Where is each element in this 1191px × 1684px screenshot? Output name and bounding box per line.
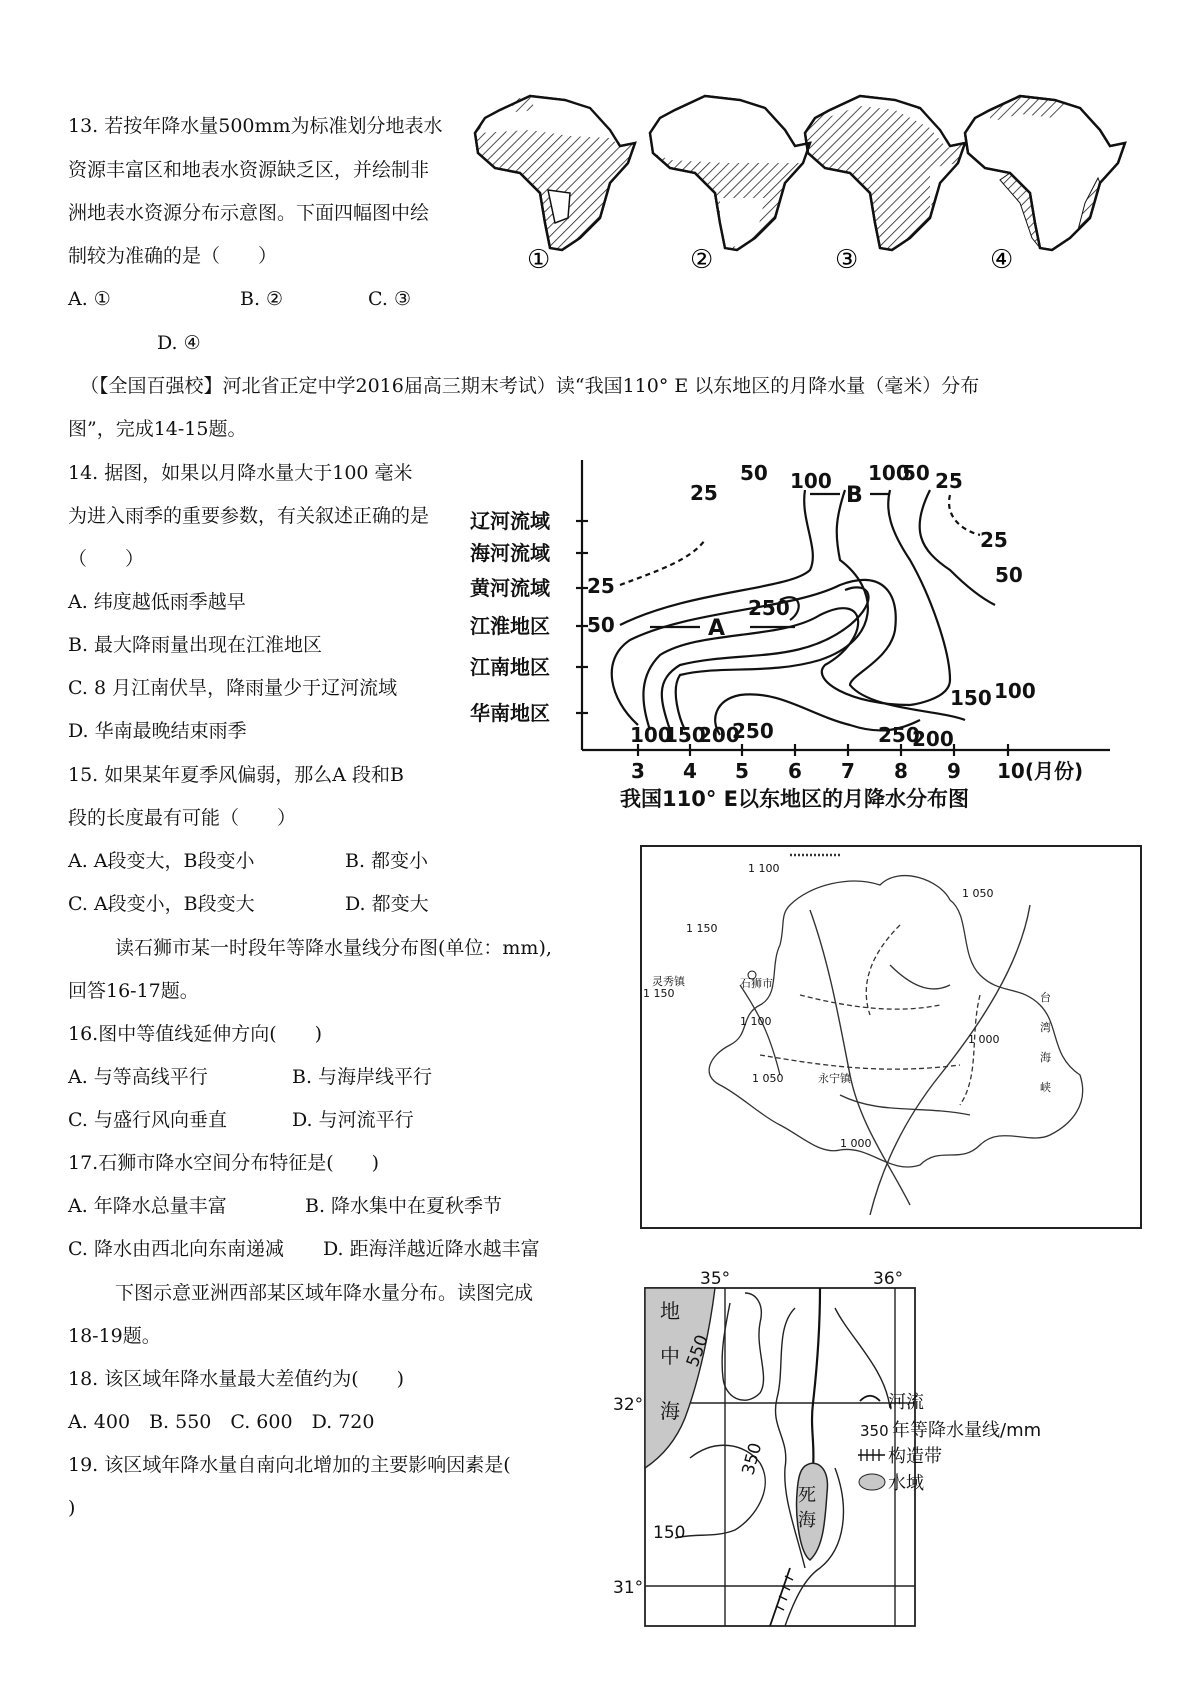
africa-map-label-2: ②: [690, 245, 714, 275]
isohyet-label: 1 000: [968, 1033, 1000, 1046]
isohyet-label: 1 000: [840, 1137, 872, 1150]
q15-option-a: A. A段变大，B段变小: [68, 850, 255, 872]
sea-char: 中: [660, 1344, 680, 1368]
q14-option-b: B. 最大降雨量出现在江淮地区: [68, 634, 323, 656]
month-8: 8: [894, 759, 908, 783]
q17-option-b: B. 降水集中在夏秋季节: [305, 1195, 503, 1217]
region-jiangnan: 江南地区: [470, 655, 550, 679]
q13-option-b: B. ②: [240, 288, 284, 310]
sea-char: 地: [660, 1299, 680, 1323]
asia-intro-line-2: 18-19题。: [68, 1325, 161, 1347]
q19-line-2: ): [68, 1497, 76, 1519]
contour-label: 100: [868, 461, 910, 485]
contour-label: 100: [790, 469, 832, 493]
sea-char: 海: [660, 1399, 680, 1423]
q17-option-a: A. 年降水总量丰富: [68, 1195, 227, 1217]
segment-a-label: A: [708, 616, 726, 641]
isohyet-label: 350: [738, 1440, 767, 1478]
q14-option-d: D. 华南最晚结束雨季: [68, 720, 247, 742]
isohyet-label: 1 050: [752, 1072, 784, 1085]
legend-water: 水域: [888, 1473, 924, 1494]
isohyet-label: 150: [653, 1523, 686, 1543]
q13-line-1: 13. 若按年降水量500mm为标准划分地表水: [68, 115, 443, 137]
isohyet-label: 1 050: [962, 887, 994, 900]
region-jianghuai: 江淮地区: [470, 614, 550, 638]
shishi-isohyet-map: [640, 845, 1142, 1229]
source-line-2: 图”，完成14-15题。: [68, 418, 247, 440]
strait-char: 峡: [1040, 1081, 1051, 1094]
contour-label: 100: [630, 723, 672, 747]
q15-option-b: B. 都变小: [345, 850, 429, 872]
contour-label: 250: [732, 719, 774, 743]
isohyet-label: 1 100: [740, 1015, 772, 1028]
q15-option-c: C. A段变小，B段变大: [68, 893, 255, 915]
africa-map-1: [475, 96, 635, 250]
contour-label: 50: [902, 461, 930, 485]
dead-sea-isohyet-map: [605, 1268, 1135, 1628]
contour-label: 50: [740, 461, 768, 485]
q14-option-c: C. 8 月江南伏旱，降雨量少于辽河流域: [68, 677, 398, 699]
contour-label: 200: [698, 723, 740, 747]
contour-label: 250: [748, 596, 790, 620]
asia-intro-line-1: 下图示意亚洲西部某区域年降水量分布。读图完成: [115, 1282, 534, 1304]
q13-line-2: 资源丰富区和地表水资源缺乏区，并绘制非: [68, 159, 430, 181]
q14-line-2: 为进入雨季的重要参数，有关叙述正确的是: [68, 505, 430, 527]
q15-option-d: D. 都变大: [345, 893, 429, 915]
q13-line-3: 洲地表水资源分布示意图。下面四幅图中绘: [68, 202, 430, 224]
region-haihe: 海河流域: [470, 541, 550, 565]
q15-line-2: 段的长度最有可能（ ）: [68, 807, 297, 829]
africa-maps-figure: [470, 88, 1130, 298]
q17-option-c: C. 降水由西北向东南递减: [68, 1238, 284, 1260]
q17-option-d: D. 距海洋越近降水越丰富: [323, 1238, 540, 1260]
africa-map-label-4: ④: [990, 245, 1014, 275]
q16-option-a: A. 与等高线平行: [68, 1066, 208, 1088]
legend-river: 河流: [888, 1392, 924, 1413]
town-lingxiu-label: 灵秀镇: [652, 975, 685, 988]
contour-label: 150: [950, 686, 992, 710]
source-line-1: （【全国百强校】河北省正定中学2016届高三期末考试）读“我国110° E 以东地区的月降水量（毫米）分布: [80, 375, 980, 397]
q16-option-b: B. 与海岸线平行: [292, 1066, 433, 1088]
contour-label: 25: [690, 481, 718, 505]
month-3: 3: [631, 759, 645, 783]
q19-line-1: 19. 该区域年降水量自南向北增加的主要影响因素是(: [68, 1454, 511, 1476]
month-9: 9: [947, 759, 961, 783]
isohyet-label: 550: [682, 1332, 713, 1370]
africa-map-2: [650, 96, 810, 250]
strait-char: 海: [1040, 1051, 1051, 1064]
strait-char: 湾: [1040, 1021, 1051, 1034]
isohyet-label: 1 150: [686, 922, 718, 935]
region-huanghe: 黄河流域: [470, 576, 550, 600]
contour-label: 200: [912, 727, 954, 751]
q13-option-d: D. ④: [157, 332, 201, 354]
contour-label: 25: [587, 574, 615, 598]
isohyet-label: 1 100: [748, 862, 780, 875]
contour-label: 50: [587, 613, 615, 637]
q17-stem: 17.石狮市降水空间分布特征是( ): [68, 1152, 380, 1174]
q14-option-a: A. 纬度越低雨季越早: [68, 591, 246, 613]
legend-fault: 构造带: [888, 1446, 942, 1467]
month-4: 4: [683, 759, 697, 783]
month-10: 10(月份): [997, 759, 1084, 783]
monthly-rain-chart: [470, 450, 1130, 820]
africa-map-3: [805, 96, 965, 250]
lon-label: 36°: [873, 1269, 904, 1289]
region-huanan: 华南地区: [470, 701, 550, 725]
africa-map-4: [965, 96, 1125, 250]
shishi-intro-line-2: 回答16-17题。: [68, 980, 199, 1002]
contour-label: 150: [664, 723, 706, 747]
q16-stem: 16.图中等值线延伸方向( ): [68, 1023, 323, 1045]
isohyet-label: 1 150: [643, 987, 675, 1000]
segment-b-label: B: [846, 483, 863, 508]
lake-char: 死: [798, 1485, 816, 1506]
city-shishi-label: 石狮市: [740, 977, 773, 990]
q18-stem: 18. 该区域年降水量最大差值约为( ): [68, 1368, 405, 1390]
rain-chart-title: 我国110° E以东地区的月降水分布图: [620, 787, 969, 811]
month-7: 7: [841, 759, 855, 783]
lon-label: 35°: [700, 1269, 731, 1289]
africa-map-label-1: ①: [527, 245, 551, 275]
q18-options: A. 400 B. 550 C. 600 D. 720: [68, 1411, 375, 1433]
contour-label: 100: [994, 679, 1036, 703]
q15-line-1: 15. 如果某年夏季风偏弱，那么A 段和B: [68, 764, 404, 786]
legend-isoline-value: 350: [860, 1422, 889, 1440]
contour-label: 25: [935, 469, 963, 493]
q13-line-4: 制较为准确的是（ ）: [68, 245, 278, 267]
q13-option-c: C. ③: [368, 288, 411, 310]
lat-label: 32°: [613, 1395, 644, 1415]
region-liaohe: 辽河流域: [470, 509, 550, 533]
shishi-intro-line-1: 读石狮市某一时段年等降水量线分布图(单位：mm),: [115, 937, 552, 959]
africa-map-label-3: ③: [835, 245, 859, 275]
contour-label: 25: [980, 528, 1008, 552]
strait-char: 台: [1040, 991, 1051, 1004]
q14-line-3: （ ）: [68, 548, 145, 570]
q13-option-a: A. ①: [68, 288, 111, 310]
lake-char: 海: [798, 1510, 816, 1531]
month-5: 5: [735, 759, 749, 783]
q16-option-d: D. 与河流平行: [292, 1109, 414, 1131]
q16-option-c: C. 与盛行风向垂直: [68, 1109, 227, 1131]
lat-label: 31°: [613, 1578, 644, 1598]
contour-label: 250: [878, 723, 920, 747]
contour-label: 50: [995, 563, 1023, 587]
town-yongning-label: 永宁镇: [818, 1072, 851, 1085]
legend-isoline: 年等降水量线/mm: [892, 1420, 1042, 1441]
month-6: 6: [788, 759, 802, 783]
q14-line-1: 14. 据图，如果以月降水量大于100 毫米: [68, 462, 413, 484]
